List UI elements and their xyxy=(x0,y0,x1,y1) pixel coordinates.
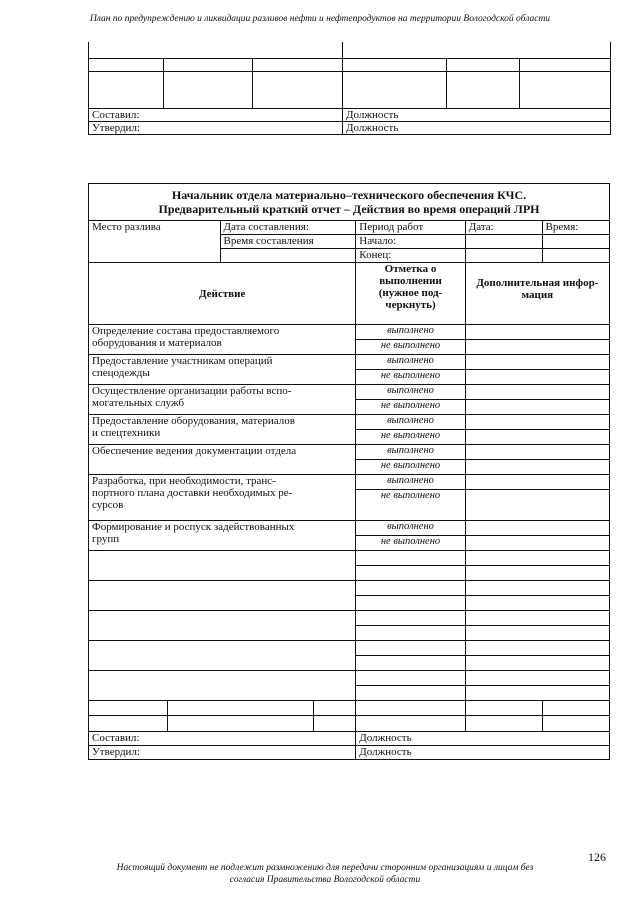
approved-label: Утвердил: xyxy=(89,121,343,134)
status-not-done: не выполнено xyxy=(356,370,465,385)
report-form xyxy=(88,183,610,760)
work-period-label: Период работ xyxy=(356,221,465,235)
column-header-info: Дополнительная инфор- мация xyxy=(465,263,609,325)
status-not-done: не выполнено xyxy=(356,340,465,355)
form-title xyxy=(89,184,610,221)
status-done: выполнено xyxy=(356,415,465,430)
status-done: выполнено xyxy=(356,521,465,536)
running-header: План по предупреждению и ликвидации разливов нефти и нефтепродуктов на территории Вологодской области xyxy=(89,14,551,24)
time-label: Время: xyxy=(542,221,609,235)
status-not-done: не выполнено xyxy=(356,536,465,551)
page-number: 126 xyxy=(588,850,606,864)
date-compiled-label: Дата составления: xyxy=(220,221,356,235)
position-label: Должность xyxy=(356,746,610,760)
action-row-label: Разработка, при необходимости, транс- портного плана доставки необходимых ре- сурсов xyxy=(89,475,356,521)
start-label: Начало: xyxy=(356,235,465,249)
status-done: выполнено xyxy=(356,385,465,400)
action-row-label: Обеспечение ведения документации отдела xyxy=(89,445,356,475)
status-not-done: не выполнено xyxy=(356,490,465,521)
previous-table-tail xyxy=(88,42,611,135)
confidentiality-notice: Настоящий документ не подлежит размножению для передачи сторонним организациям и лицам без согласия Правительства Вологодской области xyxy=(116,863,534,885)
action-row-label: Предоставление участникам операций спецодежды xyxy=(89,355,356,385)
status-done: выполнено xyxy=(356,475,465,490)
approved-label: Утвердил: xyxy=(89,746,356,760)
spill-site-label: Место разлива xyxy=(89,221,221,263)
composed-label: Составил: xyxy=(89,732,356,746)
status-done: выполнено xyxy=(356,355,465,370)
form-title-line1: Начальник отдела материально–технического обеспечения КЧС. xyxy=(171,188,527,202)
composed-label: Составил: xyxy=(89,108,343,121)
position-label: Должность xyxy=(343,121,611,134)
status-done: выполнено xyxy=(356,445,465,460)
time-compiled-label: Время составления xyxy=(220,235,356,249)
position-label: Должность xyxy=(343,108,611,121)
action-row-label: Предоставление оборудования, материалов и спецтехники xyxy=(89,415,356,445)
column-header-mark: Отметка о выполнении (нужное под- черкнуть) xyxy=(356,263,465,325)
action-row-label: Осуществление организации работы вспо- могательных служб xyxy=(89,385,356,415)
date-label: Дата: xyxy=(465,221,542,235)
status-not-done: не выполнено xyxy=(356,430,465,445)
form-title-line2: Предварительный краткий отчет – Действия во время операций ЛРН xyxy=(158,202,540,216)
status-done: выполнено xyxy=(356,325,465,340)
status-not-done: не выполнено xyxy=(356,400,465,415)
end-label: Конец: xyxy=(356,249,465,263)
status-not-done: не выполнено xyxy=(356,460,465,475)
position-label: Должность xyxy=(356,732,610,746)
action-row-label: Определение состава предоставляемого оборудования и материалов xyxy=(89,325,356,355)
column-header-action: Действие xyxy=(89,263,356,325)
action-row-label: Формирование и роспуск задействованных групп xyxy=(89,521,356,551)
